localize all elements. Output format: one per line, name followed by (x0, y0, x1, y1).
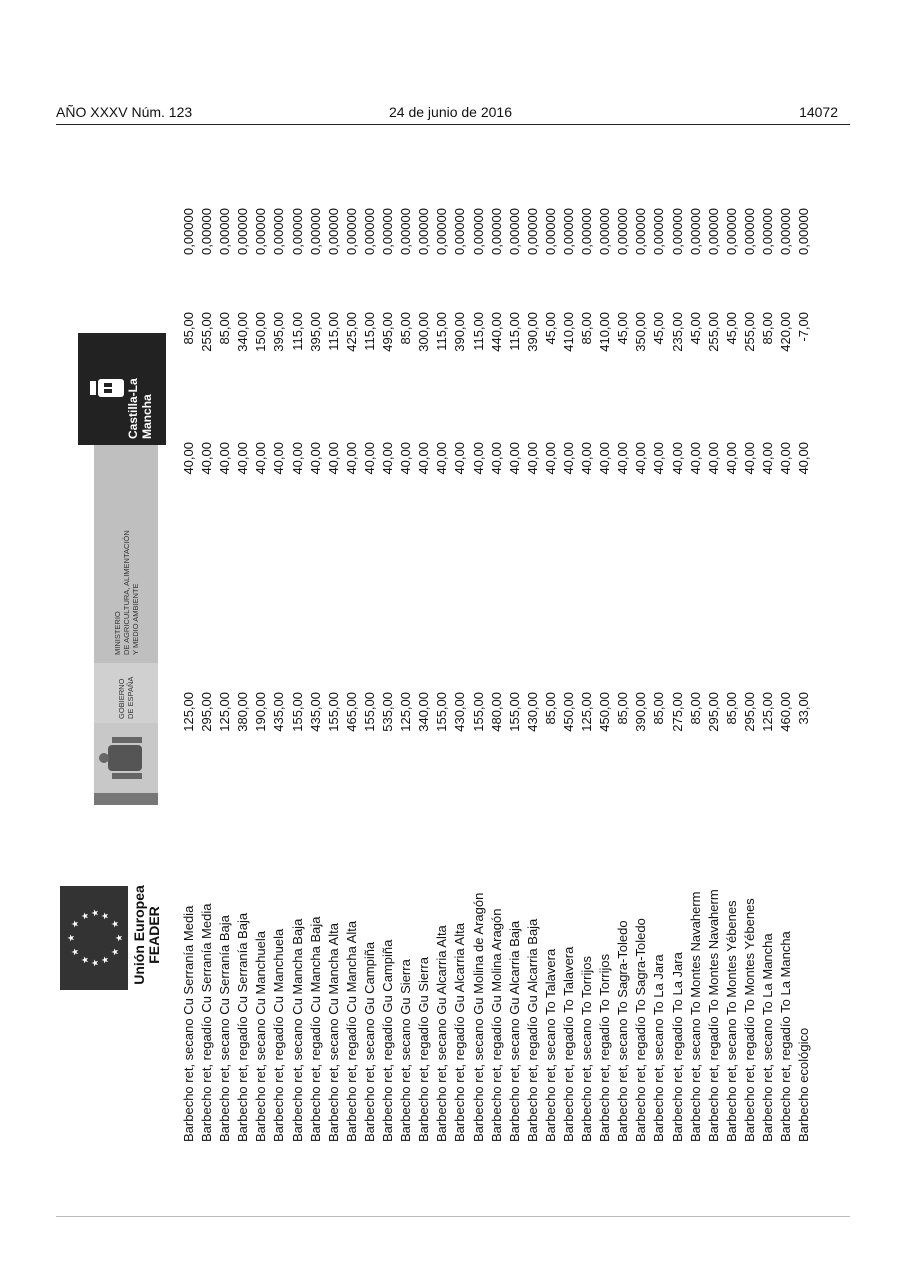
value-cell: 0,00000 (253, 208, 269, 255)
clm-emblem-icon (88, 375, 128, 401)
value-cell: 390,00 (452, 312, 468, 352)
row-label: Barbecho ret, regadío Cu Manchuela (271, 928, 287, 1142)
value-cell: 0,00000 (760, 208, 775, 255)
value-cell: 40,00 (289, 442, 305, 475)
table-row (542, 200, 560, 1150)
value-cell: 155,00 (361, 692, 377, 732)
value-cell: 40,00 (741, 442, 757, 475)
table-row (379, 200, 397, 1150)
value-cell: 40,00 (343, 442, 359, 475)
value-cell: 395,00 (307, 312, 323, 352)
table-row (795, 200, 813, 1150)
value-cell: 155,00 (325, 692, 341, 732)
value-cell: 40,00 (452, 442, 468, 475)
value-cell: 460,00 (778, 692, 794, 732)
row-label: Barbecho ret, secano Cu Mancha Baja (289, 918, 305, 1142)
value-cell: 295,00 (705, 692, 721, 732)
value-cell: 0,00000 (235, 208, 251, 255)
value-cell: 40,00 (542, 442, 558, 475)
value-cell: 440,00 (488, 312, 504, 352)
value-cell: 85,00 (542, 692, 558, 725)
row-label: Barbecho ret, secano Cu Serranía Media (181, 905, 196, 1142)
value-cell: 450,00 (560, 692, 576, 732)
value-cell: 115,00 (289, 312, 305, 351)
value-cell: 465,00 (343, 692, 359, 732)
data-table (180, 200, 813, 1150)
value-cell: 295,00 (199, 692, 215, 732)
ministerio-label: MINISTERIO DE AGRICULTURA, ALIMENTACIÓN Y MEDIO AMBIENTE (94, 341, 158, 663)
value-cell: 85,00 (687, 692, 703, 725)
value-cell: 0,00000 (434, 208, 450, 255)
value-cell: 0,00000 (669, 208, 685, 255)
value-cell: 425,00 (343, 312, 359, 352)
value-cell: 85,00 (723, 692, 739, 725)
table-row (216, 200, 234, 1150)
value-cell: 85,00 (181, 312, 196, 345)
row-label: Barbecho ret, regadío Cu Mancha Baja (307, 916, 323, 1142)
table-row (198, 200, 216, 1150)
eu-flag-icon (60, 886, 128, 990)
svg-text:★: ★ (70, 919, 80, 929)
value-cell: 0,00000 (633, 208, 649, 255)
value-cell: 40,00 (579, 442, 595, 475)
value-cell: 235,00 (669, 312, 685, 352)
clm-label: Castilla-La Mancha (126, 378, 154, 439)
value-cell: 380,00 (235, 692, 251, 732)
row-label: Barbecho ret, secano To Talavera (542, 948, 558, 1142)
value-cell: 40,00 (560, 442, 576, 475)
value-cell: 45,00 (615, 312, 631, 345)
value-cell: 350,00 (633, 312, 649, 352)
eu-label: Unión Europea (131, 885, 147, 985)
value-cell: 395,00 (271, 312, 287, 352)
value-cell: 40,00 (633, 442, 649, 475)
value-cell: 0,00000 (741, 208, 757, 255)
svg-text:★: ★ (110, 919, 120, 929)
value-cell: 0,00000 (651, 208, 667, 255)
value-cell: 390,00 (633, 692, 649, 732)
value-cell: 295,00 (741, 692, 757, 732)
row-label: Barbecho ret, regadío Cu Mancha Alta (343, 920, 359, 1142)
table-row (433, 200, 451, 1150)
row-label: Barbecho ret, regadío Cu Serranía Baja (235, 912, 251, 1142)
value-cell: 115,00 (470, 312, 486, 351)
value-cell: 0,00000 (416, 208, 432, 255)
table-row (470, 200, 488, 1150)
row-label: Barbecho ret, regadío Gu Campiña (380, 939, 396, 1142)
value-cell: 0,00000 (615, 208, 631, 255)
issue-number: AÑO XXXV Núm. 123 (56, 104, 193, 120)
value-cell: 0,00000 (597, 208, 613, 255)
value-cell: 155,00 (470, 692, 486, 732)
value-cell: 115,00 (506, 312, 522, 351)
table-row (777, 200, 795, 1150)
row-label: Barbecho ret, regadío To La Jara (669, 952, 685, 1142)
value-cell: 410,00 (560, 312, 576, 352)
value-cell: 430,00 (452, 692, 468, 732)
rotated-table-page (66, 200, 830, 1150)
svg-text:★: ★ (90, 908, 100, 918)
value-cell: 435,00 (307, 692, 323, 732)
value-cell: 40,00 (416, 442, 432, 475)
value-cell: 125,00 (760, 692, 775, 732)
value-cell: 115,00 (361, 312, 377, 351)
value-cell: 45,00 (542, 312, 558, 345)
value-cell: 155,00 (289, 692, 305, 732)
page-header (56, 104, 850, 125)
eu-feader-logo (60, 880, 162, 990)
value-cell: 40,00 (597, 442, 613, 475)
row-label: Barbecho ret, secano Gu Campiña (361, 941, 377, 1142)
value-cell: 190,00 (253, 692, 269, 732)
value-cell: 0,00000 (271, 208, 287, 255)
row-label: Barbecho ret, regadío Gu Sierra (416, 957, 432, 1142)
value-cell: 0,00000 (217, 208, 233, 255)
row-label: Barbecho ret, secano Cu Serranía Baja (217, 915, 233, 1142)
value-cell: 0,00000 (398, 208, 414, 255)
value-cell: 40,00 (307, 442, 323, 475)
value-cell: 155,00 (506, 692, 522, 732)
value-cell: 40,00 (325, 442, 341, 475)
row-label: Barbecho ret, secano Gu Alcarria Alta (434, 925, 450, 1142)
row-label: Barbecho ret, secano Cu Manchuela (253, 930, 269, 1142)
value-cell: 40,00 (506, 442, 522, 475)
value-cell: 45,00 (723, 312, 739, 345)
row-label: Barbecho ret, secano To Montes Yébenes (723, 900, 739, 1142)
coat-of-arms-icon (94, 723, 158, 793)
value-cell: 0,00000 (289, 208, 305, 255)
value-cell: 0,00000 (705, 208, 721, 255)
value-cell: 115,00 (434, 312, 450, 351)
table-row (705, 200, 723, 1150)
value-cell: 150,00 (253, 312, 269, 352)
row-label: Barbecho ret, regadío To Montes Yébenes (741, 898, 757, 1142)
value-cell: 33,00 (796, 692, 812, 725)
value-cell: 0,00000 (579, 208, 595, 255)
table-row (307, 200, 325, 1150)
table-row (669, 200, 687, 1150)
value-cell: 535,00 (380, 692, 396, 732)
svg-text:★: ★ (66, 933, 76, 943)
svg-text:★: ★ (90, 958, 100, 968)
table-row (524, 200, 542, 1150)
table-row (270, 200, 288, 1150)
value-cell: 0,00000 (687, 208, 703, 255)
value-cell: 435,00 (271, 692, 287, 732)
publication-date: 24 de junio de 2016 (389, 104, 512, 120)
value-cell: 40,00 (488, 442, 504, 475)
row-label: Barbecho ret, secano Gu Molina de Aragón (470, 892, 486, 1142)
value-cell: 255,00 (199, 312, 215, 352)
value-cell: 40,00 (199, 442, 215, 475)
value-cell: 450,00 (597, 692, 613, 732)
value-cell: 40,00 (651, 442, 667, 475)
value-cell: 85,00 (760, 312, 775, 345)
row-label: Barbecho ret, regadío Gu Alcarria Alta (452, 923, 468, 1142)
table-row (687, 200, 705, 1150)
value-cell: 0,00000 (380, 208, 396, 255)
value-cell: 0,00000 (778, 208, 794, 255)
svg-text:★: ★ (110, 947, 120, 957)
svg-text:★: ★ (80, 955, 90, 965)
value-cell: 0,00000 (542, 208, 558, 255)
table-row (234, 200, 252, 1150)
value-cell: 40,00 (760, 442, 775, 475)
value-cell: 0,00000 (325, 208, 341, 255)
value-cell: 495,00 (380, 312, 396, 352)
table-row (506, 200, 524, 1150)
table-row (759, 200, 777, 1150)
value-cell: 155,00 (434, 692, 450, 732)
feader-label: FEADER (146, 906, 162, 964)
value-cell: 125,00 (398, 692, 414, 732)
value-cell: 480,00 (488, 692, 504, 732)
value-cell: 40,00 (524, 442, 540, 475)
value-cell: 0,00000 (470, 208, 486, 255)
row-label: Barbecho ret, regadío Gu Molina Aragón (488, 908, 504, 1142)
value-cell: 40,00 (181, 442, 196, 475)
value-cell: 40,00 (778, 442, 794, 475)
value-cell: 115,00 (325, 312, 341, 351)
value-cell: 85,00 (398, 312, 414, 345)
value-cell: 85,00 (579, 312, 595, 345)
value-cell: 85,00 (651, 692, 667, 725)
value-cell: 275,00 (669, 692, 685, 732)
table-row (723, 200, 741, 1150)
table-row (560, 200, 578, 1150)
row-label: Barbecho ret, secano Gu Sierra (398, 959, 414, 1142)
value-cell: 255,00 (705, 312, 721, 352)
row-label: Barbecho ret, secano Gu Alcarria Baja (506, 920, 522, 1142)
gobierno-label: GOBIERNO DE ESPAÑA (94, 663, 158, 723)
value-cell: 40,00 (796, 442, 812, 475)
svg-text:★: ★ (70, 947, 80, 957)
table-row (650, 200, 668, 1150)
table-row (289, 200, 307, 1150)
value-cell: 0,00000 (452, 208, 468, 255)
value-cell: 0,00000 (506, 208, 522, 255)
value-cell: 0,00000 (361, 208, 377, 255)
value-cell: 0,00000 (181, 208, 196, 255)
footer-divider (56, 1216, 850, 1217)
table-row (415, 200, 433, 1150)
value-cell: 420,00 (778, 312, 794, 352)
value-cell: 0,00000 (723, 208, 739, 255)
value-cell: 0,00000 (199, 208, 215, 255)
table-row (488, 200, 506, 1150)
table-row (325, 200, 343, 1150)
row-label: Barbecho ret, secano To La Mancha (760, 933, 775, 1142)
page-number: 14072 (799, 104, 838, 120)
value-cell: 45,00 (651, 312, 667, 345)
row-label: Barbecho ret, secano To Montes Navaherm (687, 891, 703, 1142)
value-cell: 40,00 (470, 442, 486, 475)
value-cell: 0,00000 (307, 208, 323, 255)
value-cell: 40,00 (361, 442, 377, 475)
value-cell: 40,00 (253, 442, 269, 475)
table-row (614, 200, 632, 1150)
value-cell: 0,00000 (488, 208, 504, 255)
value-cell: 340,00 (416, 692, 432, 732)
value-cell: 40,00 (615, 442, 631, 475)
table-row (343, 200, 361, 1150)
row-label: Barbecho ret, regadío To Montes Navaherm (705, 889, 721, 1142)
value-cell: 430,00 (524, 692, 540, 732)
value-cell: 0,00000 (796, 208, 812, 255)
svg-text:★: ★ (100, 955, 110, 965)
value-cell: 45,00 (687, 312, 703, 345)
table-row (451, 200, 469, 1150)
table-row (632, 200, 650, 1150)
value-cell: 40,00 (723, 442, 739, 475)
value-cell: 40,00 (380, 442, 396, 475)
value-cell: 0,00000 (343, 208, 359, 255)
table-row (741, 200, 759, 1150)
table-row (397, 200, 415, 1150)
value-cell: 85,00 (615, 692, 631, 725)
row-label: Barbecho ret, regadío To Torrijos (597, 953, 613, 1142)
value-cell: 255,00 (741, 312, 757, 352)
value-cell: 40,00 (434, 442, 450, 475)
value-cell: 40,00 (687, 442, 703, 475)
value-cell: 125,00 (579, 692, 595, 732)
row-label: Barbecho ret, secano To La Jara (651, 954, 667, 1142)
row-label: Barbecho ret, regadío To La Mancha (778, 931, 794, 1142)
value-cell: 40,00 (705, 442, 721, 475)
table-row (180, 200, 198, 1150)
value-cell: 40,00 (398, 442, 414, 475)
castilla-la-mancha-logo (78, 333, 166, 445)
value-cell: 390,00 (524, 312, 540, 352)
spain-flag-icon (94, 793, 158, 805)
value-cell: 40,00 (217, 442, 233, 475)
value-cell: 85,00 (217, 312, 233, 345)
table-row (596, 200, 614, 1150)
table-row (252, 200, 270, 1150)
value-cell: 0,00000 (560, 208, 576, 255)
svg-text:★: ★ (100, 911, 110, 921)
row-label: Barbecho ret, regadío To Talavera (560, 946, 576, 1142)
svg-text:★: ★ (114, 933, 124, 943)
row-label: Barbecho ret, regadío To Sagra-Toledo (633, 918, 649, 1142)
value-cell: 40,00 (271, 442, 287, 475)
value-cell: 340,00 (235, 312, 251, 352)
value-cell: -7,00 (796, 312, 812, 342)
row-label: Barbecho ret, regadío Gu Alcarria Baja (524, 918, 540, 1142)
row-label: Barbecho ret, secano To Torrijos (579, 956, 595, 1142)
value-cell: 40,00 (235, 442, 251, 475)
value-cell: 40,00 (669, 442, 685, 475)
value-cell: 0,00000 (524, 208, 540, 255)
row-label: Barbecho ret, secano Cu Mancha Alta (325, 923, 341, 1142)
value-cell: 125,00 (217, 692, 233, 732)
svg-text:★: ★ (80, 911, 90, 921)
row-label: Barbecho ret, secano To Sagra-Toledo (615, 920, 631, 1142)
value-cell: 300,00 (416, 312, 432, 352)
table-row (361, 200, 379, 1150)
value-cell: 410,00 (597, 312, 613, 352)
value-cell: 125,00 (181, 692, 196, 732)
row-label: Barbecho ret, regadío Cu Serranía Media (199, 903, 215, 1142)
table-row (578, 200, 596, 1150)
row-label: Barbecho ecológico (796, 1027, 812, 1142)
